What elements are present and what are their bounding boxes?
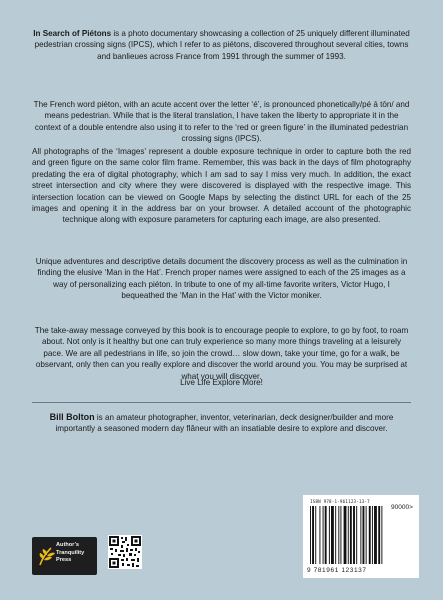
isbn-label: ISBN 978-1-961123-13-7	[310, 499, 370, 504]
intro-paragraph	[32, 28, 411, 62]
motto: Live Life Explore More!	[180, 378, 263, 387]
barcode-bars	[310, 506, 412, 566]
isbn-digits: 9 781961 123137	[307, 567, 367, 574]
book-title: In Search of Piétons	[33, 29, 112, 38]
qr-code	[108, 535, 142, 569]
intro-text: is a photo documentary showcasing a collection of 25 uniquely different illuminated pedestrian crossing signs (IPCS), which I refer to as piétons, discovered throughout several cities, towns and banlieues across France from 1991 through the summer of 1993.	[34, 29, 410, 61]
message-paragraph: The take-away message conveyed by this book is to encourage people to explore, to go by foot, to roam about. Not only is it healthy but one can truly experience so many more things traveling at a leisurely pace. We are all pedestrians in life, so join the crowd… slow down, take your time, go for a walk, be observant, only then can you really explore and discover the world around you. You may be surprised at what you will discover.	[34, 326, 409, 381]
publisher-line-3: Press	[56, 557, 72, 564]
wheat-icon	[36, 545, 56, 567]
price-code: 90000>	[391, 504, 413, 511]
author-bio	[32, 412, 411, 435]
author-name: Bill Bolton	[49, 412, 95, 422]
publisher-logo	[32, 537, 97, 575]
publisher-line-2: Tranquility	[56, 549, 85, 556]
technique-paragraph: All photographs of the ‘Images’ represent a double exposure technique in order to capture both the red and green figure on the same color film frame. Remember, this was back in the days of film photography predating the era of digital photography, which I am sad to say I miss very much. In addition, the exact street intersection and city where they were discovered is displayed with the respective image. This intersection location can be viewed on Google Maps by selecting the distinct URL for each of the 25 images and opening it in the address bar on your browser. A detailed account of the photographic technique along with exposure parameters for capturing each image, are also presented.	[32, 147, 411, 225]
isbn-barcode	[303, 495, 419, 578]
author-bio-text: is an amateur photographer, inventor, veterinarian, deck designer/builder and more importantly a seasoned modern day flâneur with an insatiable desire to explore and discover.	[55, 413, 394, 434]
publisher-line-1: Author’s	[56, 542, 79, 548]
pronunciation-paragraph: The French word piéton, with an acute accent over the letter ‘é’, is pronounced phonetically/pé ā tōn/ and means pedestrian. While that is the literal translation, I have taken the liberty to appropriate it in the context of a double entendre also using it to refer to the ‘red or green figure’ in the illuminated pedestrian crossing signs (IPCS).	[33, 100, 410, 144]
divider	[32, 402, 411, 403]
discovery-paragraph: Unique adventures and descriptive details document the discovery process as well as the culmination in finding the elusive ‘Man in the Hat’. French proper names were assigned to each of the 25 images as a way of personalizing each piéton. In tribute to one of my all-time favorite writers, Victor Hugo, I bequeathed the ‘Man in the Hat’ with the Victor moniker.	[35, 257, 408, 301]
